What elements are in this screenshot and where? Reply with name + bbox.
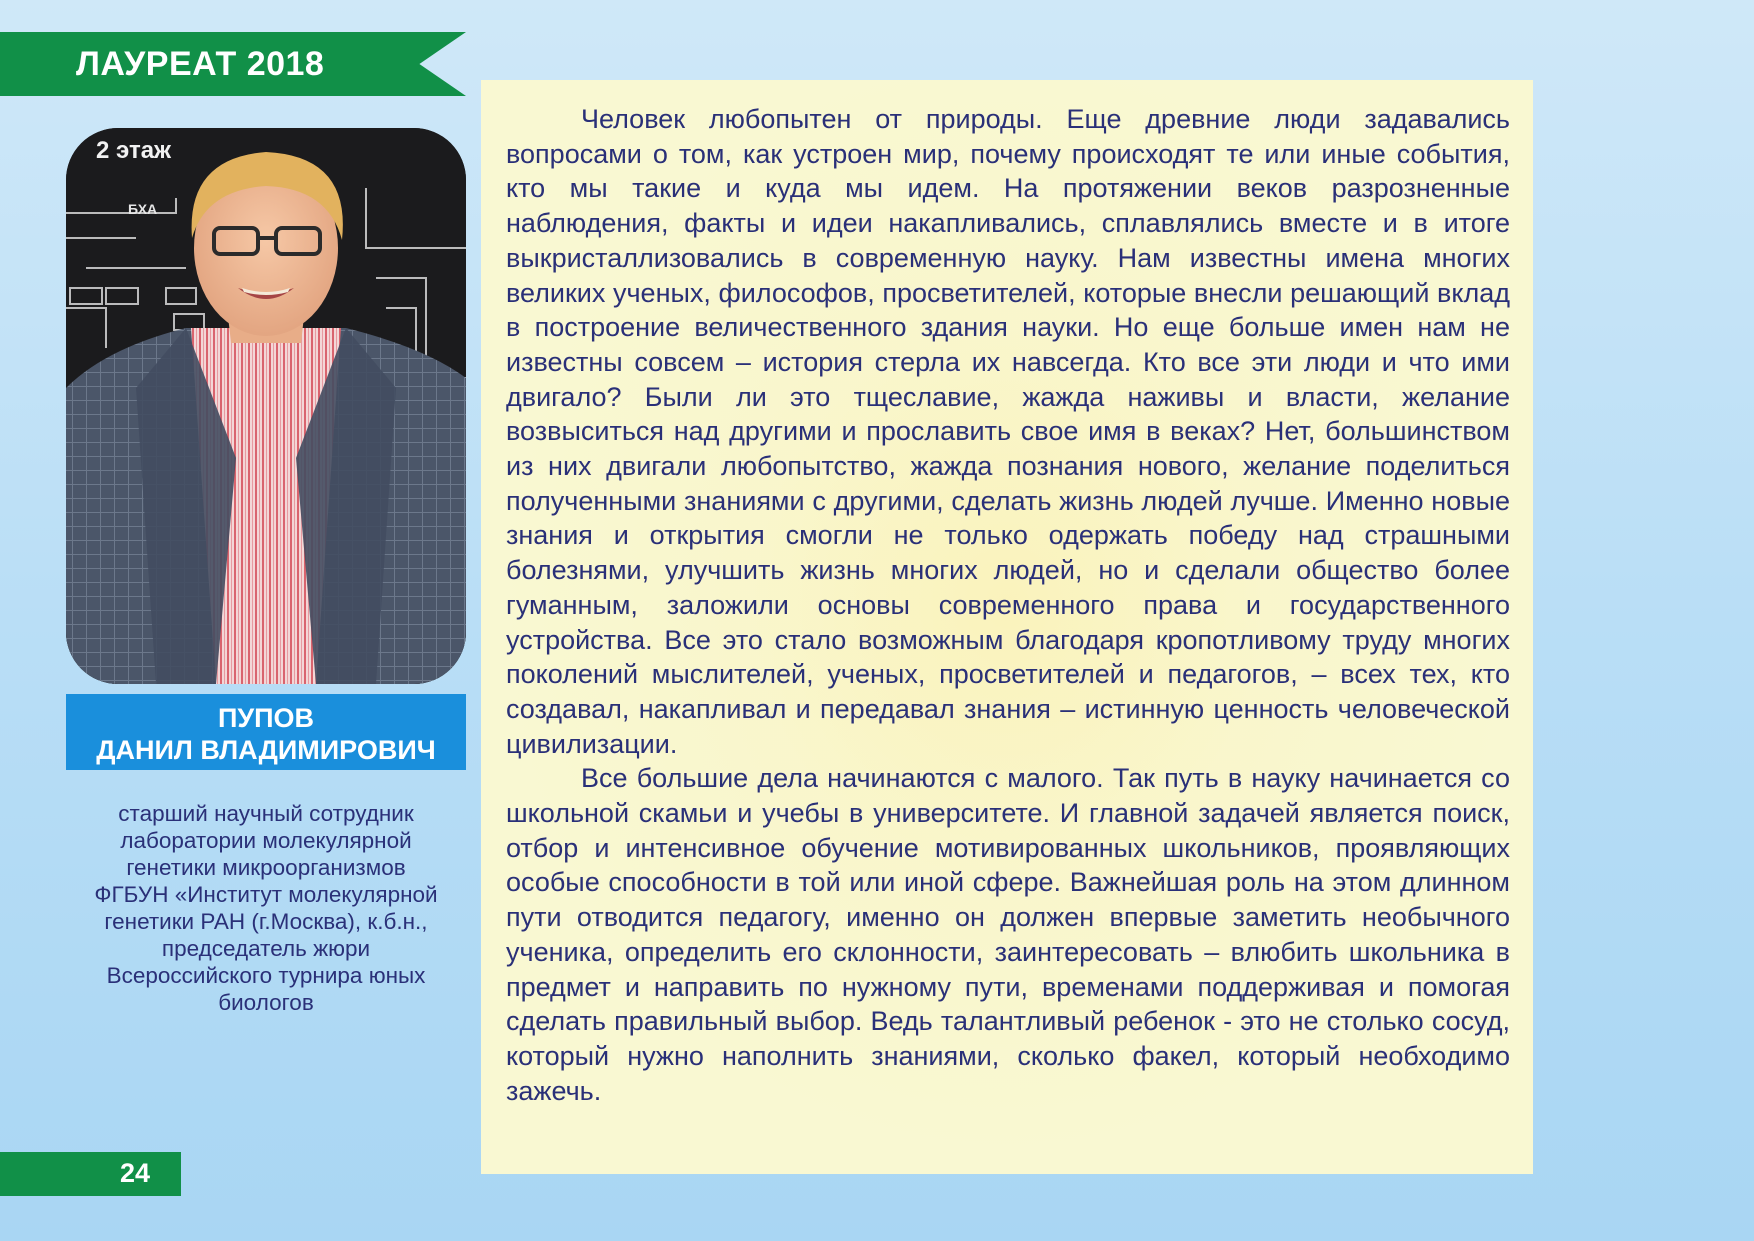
description-line: ФГБУН «Институт молекулярной [94, 882, 438, 907]
article-paragraph: Все большие дела начинаются с малого. Так путь в науку начинается со школьной скамьи и учебы в университете. И главной задачей является поиск, отбор и интенсивное обучение мотивированных школьников, проявляющих особые способности в той или иной сфере. Важнейшая роль на этом длинном пути отводится педагогу, именно он должен впервые заметить необычного ученика, определить его склонности, заинтересовать – влюбить школьника в предмет и направить по нужному пути, временами поддерживая и помогая сделать правильный выбор. Ведь талантливый ребенок - это не столько сосуд, который нужно наполнить знаниями, сколько факел, который необходимо зажечь. [506, 763, 1510, 1106]
person-description [60, 800, 472, 1016]
description-line: лаборатории молекулярной [120, 828, 412, 853]
article-body [506, 102, 1510, 1108]
person-given-names: ДАНИЛ ВЛАДИМИРОВИЧ [96, 735, 436, 765]
portrait-photo [66, 128, 466, 684]
description-line: председатель жюри [161, 936, 371, 961]
photo-sign-floor: 2 этаж [96, 137, 172, 164]
description-line: биологов [218, 990, 314, 1015]
description-line: старший научный сотрудник [118, 801, 414, 826]
article-panel [481, 80, 1533, 1174]
photo-sign-room: БХА [128, 201, 158, 217]
article-paragraph: Человек любопытен от природы. Еще древние люди задавались вопросами о том, как устроен мир, почему происходят те или иные события, кто мы такие и куда мы идем. На протяжении веков разрозненные наблюдения, факты и идеи накапливались, сплавлялись вместе и в итоге выкристаллизовались в современную науку. Нам известны имена многих великих ученых, философов, просветителей, которые внесли решающий вклад в построение величественного здания науки. Но еще больше имен нам не известны совсем – история стерла их навсегда. Кто все эти люди и что ими двигало? Были ли это тщеславие, жажда наживы и власти, желание возвыситься над другими и прославить свое имя в веках? Нет, большинством из них двигали любопытство, жажда познания нового, желание поделиться полученными знаниями с другими, сделать жизнь людей лучше. Именно новые знания и открытия смогли не только одержать победу над страшными болезнями, улучшить жизнь многих людей, но и сделали общество более гуманным, заложили основы современного права и государственного устройства. Все это стало возможным благодаря кропотливому труду многих поколений мыслителей, ученых, просветителей и педагогов, – всех тех, кто создавал, накапливал и передавал знания – истинную ценность человеческой цивилизации. [506, 104, 1510, 759]
banner-title: ЛАУРЕАТ 2018 [76, 45, 325, 83]
name-box [66, 694, 466, 770]
description-line: генетики РАН (г.Москва), к.б.н., [104, 909, 428, 934]
description-line: Всероссийского турнира юных [106, 963, 426, 988]
page-number-box [0, 1152, 181, 1196]
description-line: генетики микроорганизмов [126, 855, 406, 880]
person-surname: ПУПОВ [217, 703, 315, 733]
page-number: 24 [120, 1158, 151, 1188]
